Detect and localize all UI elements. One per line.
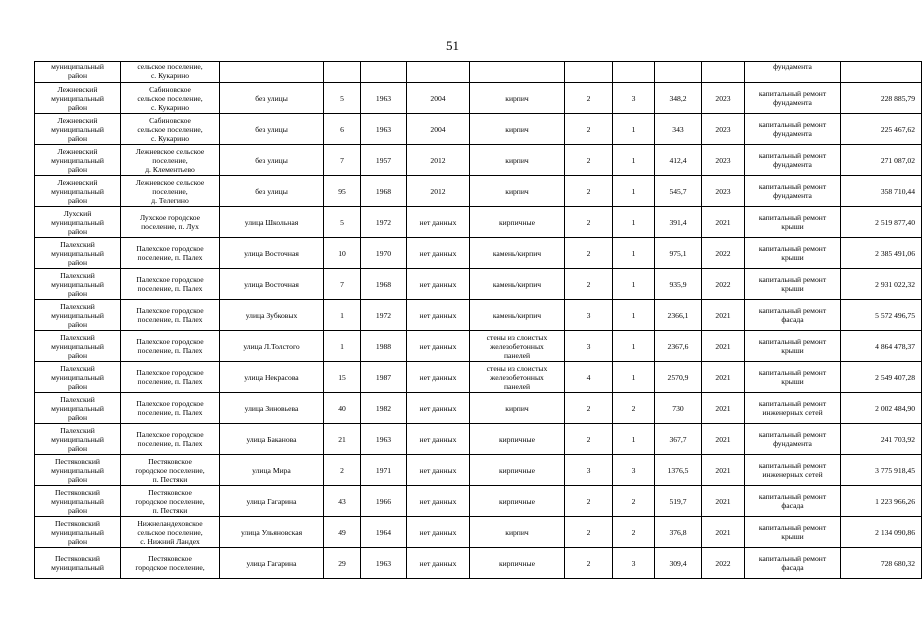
cell-plan-year: 2021	[702, 331, 745, 362]
cell-floors: 2	[565, 176, 613, 207]
cell-year: 1957	[361, 145, 407, 176]
cell-year: 1968	[361, 269, 407, 300]
cell-house: 2	[324, 455, 361, 486]
cell-area: 730	[655, 393, 702, 424]
cell-renovation: нет данных	[407, 455, 470, 486]
cell-floors: 2	[565, 83, 613, 114]
cell-floors: 2	[565, 145, 613, 176]
cell-district: муниципальный район	[35, 62, 121, 83]
table-row	[35, 424, 922, 455]
cell-plan-year: 2023	[702, 83, 745, 114]
table-row	[35, 300, 922, 331]
cell-material: камень/кирпич	[470, 238, 565, 269]
cell-work: капитальный ремонт инженерных сетей	[745, 393, 841, 424]
cell-material: кирпичные	[470, 424, 565, 455]
cell-year: 1982	[361, 393, 407, 424]
cell-area: 545,7	[655, 176, 702, 207]
cell-entrances: 3	[613, 455, 655, 486]
cell-floors: 2	[565, 393, 613, 424]
cell-material: стены из слоистых железобетонных панелей	[470, 362, 565, 393]
cell-work: капитальный ремонт фундамента	[745, 83, 841, 114]
cell-year: 1963	[361, 83, 407, 114]
cell-cost: 2 002 484,90	[841, 393, 922, 424]
cell-plan-year: 2021	[702, 517, 745, 548]
cell-house: 5	[324, 207, 361, 238]
cell-settlement: Палехское городское поселение, п. Палех	[121, 424, 220, 455]
cell-year: 1987	[361, 362, 407, 393]
cell-house: 10	[324, 238, 361, 269]
cell-entrances: 1	[613, 176, 655, 207]
cell-settlement: Палехское городское поселение, п. Палех	[121, 238, 220, 269]
table-row	[35, 114, 922, 145]
cell-district: Пестяковский муниципальный	[35, 548, 121, 579]
cell-street: без улицы	[220, 114, 324, 145]
cell-renovation: нет данных	[407, 331, 470, 362]
cell-house: 49	[324, 517, 361, 548]
cell-house: 29	[324, 548, 361, 579]
cell-cost	[841, 62, 922, 83]
table-row	[35, 548, 922, 579]
cell-plan-year: 2022	[702, 238, 745, 269]
cell-area: 1376,5	[655, 455, 702, 486]
cell-district: Палехский муниципальный район	[35, 424, 121, 455]
cell-house: 1	[324, 300, 361, 331]
cell-settlement: сельское поселение, с. Кукарино	[121, 62, 220, 83]
cell-renovation: нет данных	[407, 300, 470, 331]
cell-cost: 2 519 877,40	[841, 207, 922, 238]
cell-entrances: 2	[613, 486, 655, 517]
cell-cost: 2 931 022,32	[841, 269, 922, 300]
cell-area: 935,9	[655, 269, 702, 300]
cell-entrances: 2	[613, 517, 655, 548]
cell-district: Палехский муниципальный район	[35, 393, 121, 424]
cell-material: кирпич	[470, 114, 565, 145]
cell-cost: 358 710,44	[841, 176, 922, 207]
cell-street: без улицы	[220, 83, 324, 114]
cell-plan-year: 2022	[702, 269, 745, 300]
cell-settlement: Палехское городское поселение, п. Палех	[121, 393, 220, 424]
cell-plan-year: 2021	[702, 300, 745, 331]
cell-settlement: Нижнеландеховское сельское поселение, с. Нижний Ландех	[121, 517, 220, 548]
cell-work: капитальный ремонт крыши	[745, 269, 841, 300]
cell-plan-year: 2023	[702, 114, 745, 145]
cell-district: Лежневский муниципальный район	[35, 176, 121, 207]
cell-area: 975,1	[655, 238, 702, 269]
cell-settlement: Лежневское сельское поселение, д. Клементьево	[121, 145, 220, 176]
cell-settlement: Палехское городское поселение, п. Палех	[121, 362, 220, 393]
cell-area: 343	[655, 114, 702, 145]
cell-material: стены из слоистых железобетонных панелей	[470, 331, 565, 362]
cell-area: 2570,9	[655, 362, 702, 393]
cell-district: Лухский муниципальный район	[35, 207, 121, 238]
cell-district: Палехский муниципальный район	[35, 300, 121, 331]
cell-street: улица Гагарина	[220, 486, 324, 517]
cell-floors: 3	[565, 455, 613, 486]
cell-plan-year	[702, 62, 745, 83]
cell-cost: 3 775 918,45	[841, 455, 922, 486]
table-row	[35, 207, 922, 238]
cell-material: кирпичные	[470, 455, 565, 486]
cell-entrances: 1	[613, 207, 655, 238]
cell-settlement: Палехское городское поселение, п. Палех	[121, 331, 220, 362]
cell-renovation: нет данных	[407, 238, 470, 269]
cell-plan-year: 2021	[702, 455, 745, 486]
cell-settlement: Пестяковское городское поселение, п. Пестяки	[121, 486, 220, 517]
table-row	[35, 62, 922, 83]
cell-district: Палехский муниципальный район	[35, 238, 121, 269]
cell-renovation: 2012	[407, 145, 470, 176]
cell-floors	[565, 62, 613, 83]
table-row	[35, 517, 922, 548]
cell-area: 391,4	[655, 207, 702, 238]
cell-settlement: Палехское городское поселение, п. Палех	[121, 269, 220, 300]
cell-material: кирпич	[470, 83, 565, 114]
cell-renovation: нет данных	[407, 393, 470, 424]
cell-work: капитальный ремонт фундамента	[745, 114, 841, 145]
cell-floors: 2	[565, 238, 613, 269]
cell-street: улица Некрасова	[220, 362, 324, 393]
cell-work: капитальный ремонт фасада	[745, 300, 841, 331]
cell-floors: 2	[565, 114, 613, 145]
cell-plan-year: 2021	[702, 362, 745, 393]
cell-plan-year: 2021	[702, 207, 745, 238]
cell-cost: 728 680,32	[841, 548, 922, 579]
cell-plan-year: 2021	[702, 486, 745, 517]
cell-year: 1963	[361, 424, 407, 455]
cell-street: улица Восточная	[220, 269, 324, 300]
cell-house: 1	[324, 331, 361, 362]
cell-cost: 2 549 407,28	[841, 362, 922, 393]
cell-entrances: 2	[613, 393, 655, 424]
cell-street: улица Зиновьева	[220, 393, 324, 424]
cell-renovation: нет данных	[407, 424, 470, 455]
cell-cost: 2 134 090,86	[841, 517, 922, 548]
cell-year: 1966	[361, 486, 407, 517]
cell-district: Палехский муниципальный район	[35, 362, 121, 393]
cell-entrances: 1	[613, 300, 655, 331]
cell-house: 40	[324, 393, 361, 424]
cell-renovation: нет данных	[407, 548, 470, 579]
cell-street: улица Л.Толстого	[220, 331, 324, 362]
cell-year: 1972	[361, 300, 407, 331]
cell-material: камень/кирпич	[470, 300, 565, 331]
cell-area: 412,4	[655, 145, 702, 176]
cell-work: капитальный ремонт инженерных сетей	[745, 455, 841, 486]
cell-district: Палехский муниципальный район	[35, 269, 121, 300]
cell-floors: 4	[565, 362, 613, 393]
cell-district: Лежневский муниципальный район	[35, 83, 121, 114]
cell-district: Пестяковский муниципальный район	[35, 517, 121, 548]
cell-plan-year: 2023	[702, 145, 745, 176]
cell-year: 1972	[361, 207, 407, 238]
cell-plan-year: 2021	[702, 393, 745, 424]
cell-entrances: 1	[613, 362, 655, 393]
cell-material: кирпичные	[470, 548, 565, 579]
cell-house: 6	[324, 114, 361, 145]
cell-area	[655, 62, 702, 83]
cell-renovation: нет данных	[407, 517, 470, 548]
cell-street: без улицы	[220, 176, 324, 207]
table-row	[35, 331, 922, 362]
cell-work: капитальный ремонт крыши	[745, 362, 841, 393]
cell-entrances: 1	[613, 114, 655, 145]
table-row	[35, 455, 922, 486]
cell-area: 309,4	[655, 548, 702, 579]
cell-renovation: 2012	[407, 176, 470, 207]
cell-renovation: 2004	[407, 83, 470, 114]
cell-cost: 1 223 966,26	[841, 486, 922, 517]
cell-house: 21	[324, 424, 361, 455]
housing-repair-table	[34, 61, 922, 579]
cell-work: капитальный ремонт крыши	[745, 331, 841, 362]
cell-settlement: Сабиновское сельское поселение, с. Кукарино	[121, 114, 220, 145]
cell-entrances: 3	[613, 83, 655, 114]
cell-cost: 241 703,92	[841, 424, 922, 455]
cell-area: 2367,6	[655, 331, 702, 362]
cell-cost: 5 572 496,75	[841, 300, 922, 331]
cell-year: 1970	[361, 238, 407, 269]
cell-entrances: 1	[613, 238, 655, 269]
cell-renovation	[407, 62, 470, 83]
cell-street: улица Ульяновская	[220, 517, 324, 548]
cell-floors: 2	[565, 517, 613, 548]
cell-work: капитальный ремонт фасада	[745, 486, 841, 517]
cell-material: кирпич	[470, 176, 565, 207]
cell-district: Палехский муниципальный район	[35, 331, 121, 362]
cell-year: 1971	[361, 455, 407, 486]
cell-work: капитальный ремонт крыши	[745, 517, 841, 548]
cell-entrances: 3	[613, 548, 655, 579]
cell-district: Пестяковский муниципальный район	[35, 455, 121, 486]
cell-floors: 3	[565, 331, 613, 362]
cell-district: Лежневский муниципальный район	[35, 145, 121, 176]
cell-area: 519,7	[655, 486, 702, 517]
cell-cost: 271 087,02	[841, 145, 922, 176]
cell-settlement: Пестяковское городское поселение, п. Пестяки	[121, 455, 220, 486]
cell-renovation: 2004	[407, 114, 470, 145]
cell-year	[361, 62, 407, 83]
cell-cost: 4 864 478,37	[841, 331, 922, 362]
cell-renovation: нет данных	[407, 269, 470, 300]
cell-cost: 225 467,62	[841, 114, 922, 145]
page-number: 51	[446, 38, 459, 53]
cell-area: 376,8	[655, 517, 702, 548]
cell-material: кирпич	[470, 393, 565, 424]
cell-cost: 228 885,79	[841, 83, 922, 114]
cell-area: 367,7	[655, 424, 702, 455]
cell-work: капитальный ремонт фундамента	[745, 145, 841, 176]
cell-floors: 2	[565, 207, 613, 238]
table-row	[35, 362, 922, 393]
table-row	[35, 486, 922, 517]
cell-street: улица Мира	[220, 455, 324, 486]
cell-area: 348,2	[655, 83, 702, 114]
table-row	[35, 83, 922, 114]
cell-street	[220, 62, 324, 83]
cell-house: 7	[324, 269, 361, 300]
cell-entrances: 1	[613, 331, 655, 362]
cell-year: 1964	[361, 517, 407, 548]
cell-renovation: нет данных	[407, 207, 470, 238]
cell-floors: 2	[565, 424, 613, 455]
cell-year: 1968	[361, 176, 407, 207]
cell-house: 95	[324, 176, 361, 207]
cell-material	[470, 62, 565, 83]
cell-house: 7	[324, 145, 361, 176]
table-row	[35, 269, 922, 300]
table-row	[35, 145, 922, 176]
cell-settlement: Палехское городское поселение, п. Палех	[121, 300, 220, 331]
cell-settlement: Сабиновское сельское поселение, с. Кукарино	[121, 83, 220, 114]
cell-cost: 2 385 491,06	[841, 238, 922, 269]
cell-material: кирпичные	[470, 207, 565, 238]
cell-renovation: нет данных	[407, 486, 470, 517]
cell-entrances	[613, 62, 655, 83]
cell-work: фундамента	[745, 62, 841, 83]
cell-material: камень/кирпич	[470, 269, 565, 300]
cell-floors: 2	[565, 269, 613, 300]
cell-year: 1988	[361, 331, 407, 362]
cell-work: капитальный ремонт крыши	[745, 207, 841, 238]
cell-work: капитальный ремонт фундамента	[745, 176, 841, 207]
cell-year: 1963	[361, 548, 407, 579]
cell-settlement: Лухское городское поселение, п. Лух	[121, 207, 220, 238]
cell-area: 2366,1	[655, 300, 702, 331]
table-row	[35, 176, 922, 207]
cell-house: 43	[324, 486, 361, 517]
table-row	[35, 238, 922, 269]
cell-plan-year: 2021	[702, 424, 745, 455]
cell-entrances: 1	[613, 269, 655, 300]
cell-floors: 2	[565, 548, 613, 579]
cell-street: улица Баканова	[220, 424, 324, 455]
cell-house	[324, 62, 361, 83]
cell-district: Лежневский муниципальный район	[35, 114, 121, 145]
cell-house: 15	[324, 362, 361, 393]
cell-settlement: Лежневское сельское поселение, д. Телегино	[121, 176, 220, 207]
cell-work: капитальный ремонт фасада	[745, 548, 841, 579]
cell-work: капитальный ремонт фундамента	[745, 424, 841, 455]
cell-floors: 3	[565, 300, 613, 331]
cell-street: без улицы	[220, 145, 324, 176]
cell-entrances: 1	[613, 145, 655, 176]
cell-district: Пестяковский муниципальный район	[35, 486, 121, 517]
cell-entrances: 1	[613, 424, 655, 455]
cell-work: капитальный ремонт крыши	[745, 238, 841, 269]
cell-street: улица Гагарина	[220, 548, 324, 579]
cell-renovation: нет данных	[407, 362, 470, 393]
cell-material: кирпич	[470, 517, 565, 548]
cell-street: улица Зубковых	[220, 300, 324, 331]
cell-floors: 2	[565, 486, 613, 517]
cell-street: улица Школьная	[220, 207, 324, 238]
table-row	[35, 393, 922, 424]
cell-house: 5	[324, 83, 361, 114]
cell-plan-year: 2023	[702, 176, 745, 207]
cell-street: улица Восточная	[220, 238, 324, 269]
cell-material: кирпич	[470, 145, 565, 176]
cell-plan-year: 2022	[702, 548, 745, 579]
cell-material: кирпичные	[470, 486, 565, 517]
cell-settlement: Пестяковское городское поселение,	[121, 548, 220, 579]
cell-year: 1963	[361, 114, 407, 145]
